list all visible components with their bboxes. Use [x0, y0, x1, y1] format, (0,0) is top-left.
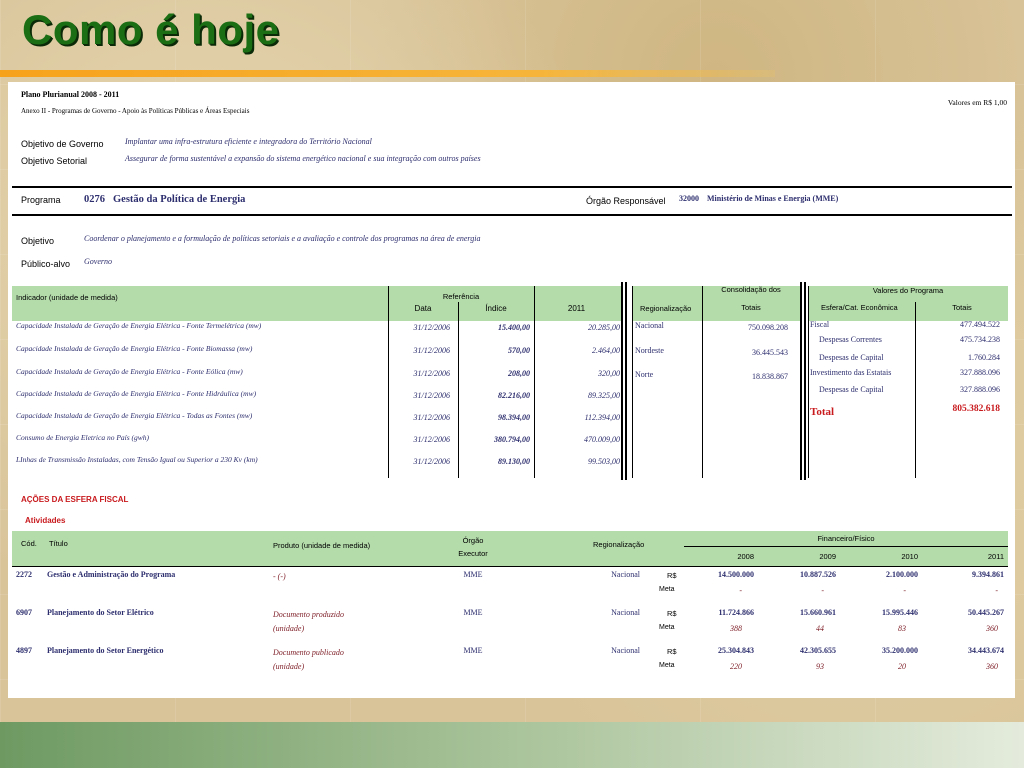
acao-orgao: MME — [463, 646, 483, 655]
indicator-2011: 320,00 — [598, 369, 620, 378]
indicator-2011: 89.325,00 — [588, 391, 620, 400]
valores-value: 477.494.522 — [960, 320, 1000, 329]
indicator-index: 98.394,00 — [498, 413, 530, 422]
orgao-label: Órgão Responsável — [586, 196, 666, 206]
indice-header: Índice — [485, 304, 507, 313]
produto-header: Produto (unidade de medida) — [273, 541, 371, 550]
year-header: 2008 — [737, 552, 754, 561]
physical-value: 360 — [986, 624, 998, 633]
acao-title: Gestão e Administração do Programa — [47, 570, 176, 579]
physical-value: 360 — [986, 662, 998, 671]
meta-label: Meta — [659, 586, 675, 593]
valores-value: 1.760.284 — [968, 353, 1000, 362]
referencia-header: Referência — [442, 292, 480, 301]
publico-label: Público-alvo — [21, 259, 71, 269]
obj-set-text: Assegurar de forma sustentável a expansão do sistema energético nacional e sua integração com outros países — [125, 154, 481, 163]
indicator-header-bg — [12, 286, 622, 321]
reg-header: Regionalização — [593, 540, 645, 549]
valores-value: 327.888.096 — [960, 368, 1000, 377]
cons-total: 18.838.867 — [752, 372, 788, 381]
fin-divider — [12, 566, 1008, 567]
indicator-2011: 99.503,00 — [588, 457, 620, 466]
indicator-date: 31/12/2006 — [413, 457, 450, 466]
cons-region: Nordeste — [635, 346, 664, 355]
objetivo-text: Coordenar o planejamento e a formulação de políticas setoriais e a avaliação e controle dos programas na área de energia — [84, 234, 481, 243]
cons-totais-header: Totais — [741, 303, 761, 312]
valores-label: Despesas Correntes — [819, 335, 882, 344]
financial-value: 42.305.655 — [800, 646, 836, 655]
col-line — [804, 282, 806, 480]
indicator-name: Capacidade Instalada de Geração de Energia Elétrica - Fonte Biomassa (mw) — [16, 344, 253, 353]
physical-value: - — [739, 586, 742, 595]
valores-label: Despesas de Capital — [819, 385, 884, 394]
acao-orgao: MME — [463, 570, 483, 579]
indicator-index: 82.216,00 — [498, 391, 530, 400]
atividades-title: Atividades — [25, 516, 66, 525]
financial-value: 25.304.843 — [718, 646, 754, 655]
indicator-name: Capacidade Instalada de Geração de Energia Elétrica - Fonte Eólica (mw) — [16, 367, 243, 376]
valores-label: Investimento das Estatais — [810, 368, 892, 377]
indicator-index: 208,00 — [508, 369, 530, 378]
financial-value: 14.500.000 — [718, 570, 754, 579]
col-line — [534, 286, 535, 478]
currency-label: R$ — [667, 647, 677, 656]
bottom-band — [0, 722, 1024, 768]
indicator-name: Consumo de Energia Eletrica no País (gwh) — [16, 433, 150, 442]
indicator-name: Capacidade Instalada de Geração de Energia Elétrica - Fonte Termelétrica (mw) — [16, 321, 262, 330]
col-line — [625, 282, 627, 480]
indicator-2011: 470.009,00 — [584, 435, 620, 444]
col-line — [632, 286, 633, 478]
col-line — [808, 286, 809, 478]
physical-value: - — [903, 586, 906, 595]
indicator-date: 31/12/2006 — [413, 323, 450, 332]
obj-gov-label: Objetivo de Governo — [21, 139, 104, 149]
indicator-date: 31/12/2006 — [413, 391, 450, 400]
acao-regionalizacao: Nacional — [611, 570, 640, 579]
publico-text: Governo — [84, 257, 112, 266]
document-sheet — [8, 82, 1015, 698]
acao-code: 4897 — [16, 646, 32, 655]
fin-header: Financeiro/Físico — [817, 534, 875, 543]
indicator-index: 15.400,00 — [498, 323, 530, 332]
financial-value: 15.660.961 — [800, 608, 836, 617]
values-note: Valores em R$ 1,00 — [947, 98, 1007, 107]
physical-value: 20 — [898, 662, 906, 671]
currency-label: R$ — [667, 571, 677, 580]
indicator-date: 31/12/2006 — [413, 369, 450, 378]
indicator-2011: 20.285,00 — [588, 323, 620, 332]
orgao-header-1: Órgão — [462, 536, 484, 545]
acao-product: Documento produzido — [273, 610, 345, 619]
indicator-index: 380.794,00 — [494, 435, 530, 444]
financial-value: 34.443.674 — [968, 646, 1004, 655]
meta-label: Meta — [659, 624, 675, 631]
indicator-index: 89.130,00 — [498, 457, 530, 466]
indicator-date: 31/12/2006 — [413, 413, 450, 422]
cons-total: 36.445.543 — [752, 348, 788, 357]
divider — [12, 186, 1012, 188]
title-underline — [0, 70, 775, 77]
valores-value: 327.888.096 — [960, 385, 1000, 394]
acoes-title: AÇÕES DA ESFERA FISCAL — [21, 495, 129, 504]
indicator-date: 31/12/2006 — [413, 435, 450, 444]
acao-product-unit: (unidade) — [273, 624, 305, 633]
col-line — [702, 286, 703, 478]
acao-orgao: MME — [463, 608, 483, 617]
consolidacao-title: Consolidação dos — [721, 285, 781, 294]
indicator-name: Capacidade Instalada de Geração de Energia Elétrica - Todas as Fontes (mw) — [16, 411, 253, 420]
physical-value: - — [821, 586, 824, 595]
col-line — [621, 282, 623, 480]
indicator-index: 570,00 — [508, 346, 530, 355]
acao-title: Planejamento do Setor Energético — [47, 646, 164, 655]
divider — [12, 214, 1012, 216]
acao-title: Planejamento do Setor Elétrico — [47, 608, 154, 617]
orgao-code: 32000 — [679, 194, 699, 203]
fin-divider — [684, 546, 1008, 547]
total-label: Total — [810, 406, 835, 418]
acao-code: 2272 — [16, 570, 32, 579]
acao-product: Documento publicado — [273, 648, 344, 657]
indicador-header: Indicador (unidade de medida) — [16, 293, 118, 302]
data-header: Data — [414, 304, 432, 313]
valores-label: Despesas de Capital — [819, 353, 884, 362]
orgao-header-2: Executor — [458, 549, 488, 558]
programa-code: 0276 — [84, 194, 105, 205]
meta-label: Meta — [659, 662, 675, 669]
indicator-2011: 2.464,00 — [592, 346, 620, 355]
objetivo-label: Objetivo — [21, 236, 55, 246]
physical-value: 93 — [816, 662, 824, 671]
valores-title: Valores do Programa — [872, 286, 944, 295]
currency-label: R$ — [667, 609, 677, 618]
annex-text: Anexo II - Programas de Governo - Apoio às Políticas Públicas e Áreas Especiais — [21, 107, 250, 115]
financial-value: 2.100.000 — [886, 570, 918, 579]
acao-regionalizacao: Nacional — [611, 608, 640, 617]
total-value: 805.382.618 — [952, 404, 1000, 414]
slide-title: Como é hoje — [22, 6, 280, 53]
financial-value: 11.724.866 — [718, 608, 754, 617]
physical-value: 220 — [730, 662, 742, 671]
financial-value: 9.394.861 — [972, 570, 1004, 579]
acao-regionalizacao: Nacional — [611, 646, 640, 655]
financial-value: 35.200.000 — [882, 646, 918, 655]
cons-region: Norte — [635, 370, 654, 379]
acao-product: - (-) — [273, 572, 286, 581]
orgao-name: Ministério de Minas e Energia (MME) — [707, 194, 839, 203]
cod-header: Cód. — [21, 539, 37, 548]
indicator-2011: 112.394,00 — [584, 413, 620, 422]
valores-totais-header: Totais — [952, 303, 972, 312]
programa-name: Gestão da Política de Energia — [113, 194, 246, 205]
year-header: 2011 — [987, 552, 1004, 561]
obj-gov-text: Implantar uma infra-estrutura eficiente e integradora do Território Nacional — [125, 137, 372, 146]
valores-label: Fiscal — [810, 320, 830, 329]
indicator-name: LInhas de Transmissão Instaladas, com Tensão Igual ou Superior a 230 Kv (km) — [16, 455, 258, 464]
financial-value: 10.887.526 — [800, 570, 836, 579]
plan-title: Plano Plurianual 2008 - 2011 — [21, 90, 120, 99]
physical-value: - — [995, 586, 998, 595]
cons-region: Nacional — [635, 321, 664, 330]
financial-value: 50.445.267 — [968, 608, 1004, 617]
physical-value: 44 — [816, 624, 824, 633]
regionalizacao-header: Regionalização — [640, 304, 692, 313]
physical-value: 83 — [898, 624, 906, 633]
valores-value: 475.734.238 — [960, 335, 1000, 344]
y2011-header: 2011 — [567, 304, 586, 313]
indicator-name: Capacidade Instalada de Geração de Energia Elétrica - Fonte Hidráulica (mw) — [16, 389, 257, 398]
col-line — [388, 286, 389, 478]
obj-set-label: Objetivo Setorial — [21, 156, 88, 166]
acao-code: 6907 — [16, 608, 32, 617]
indicator-date: 31/12/2006 — [413, 346, 450, 355]
esfera-header: Esfera/Cat. Econômica — [821, 303, 898, 312]
year-header: 2009 — [819, 552, 836, 561]
titulo-header: Título — [49, 539, 68, 548]
col-line — [800, 282, 802, 480]
cons-total: 750.098.208 — [748, 323, 788, 332]
physical-value: 388 — [730, 624, 742, 633]
programa-label: Programa — [21, 195, 61, 205]
financial-value: 15.995.446 — [882, 608, 918, 617]
year-header: 2010 — [901, 552, 918, 561]
acao-product-unit: (unidade) — [273, 662, 305, 671]
